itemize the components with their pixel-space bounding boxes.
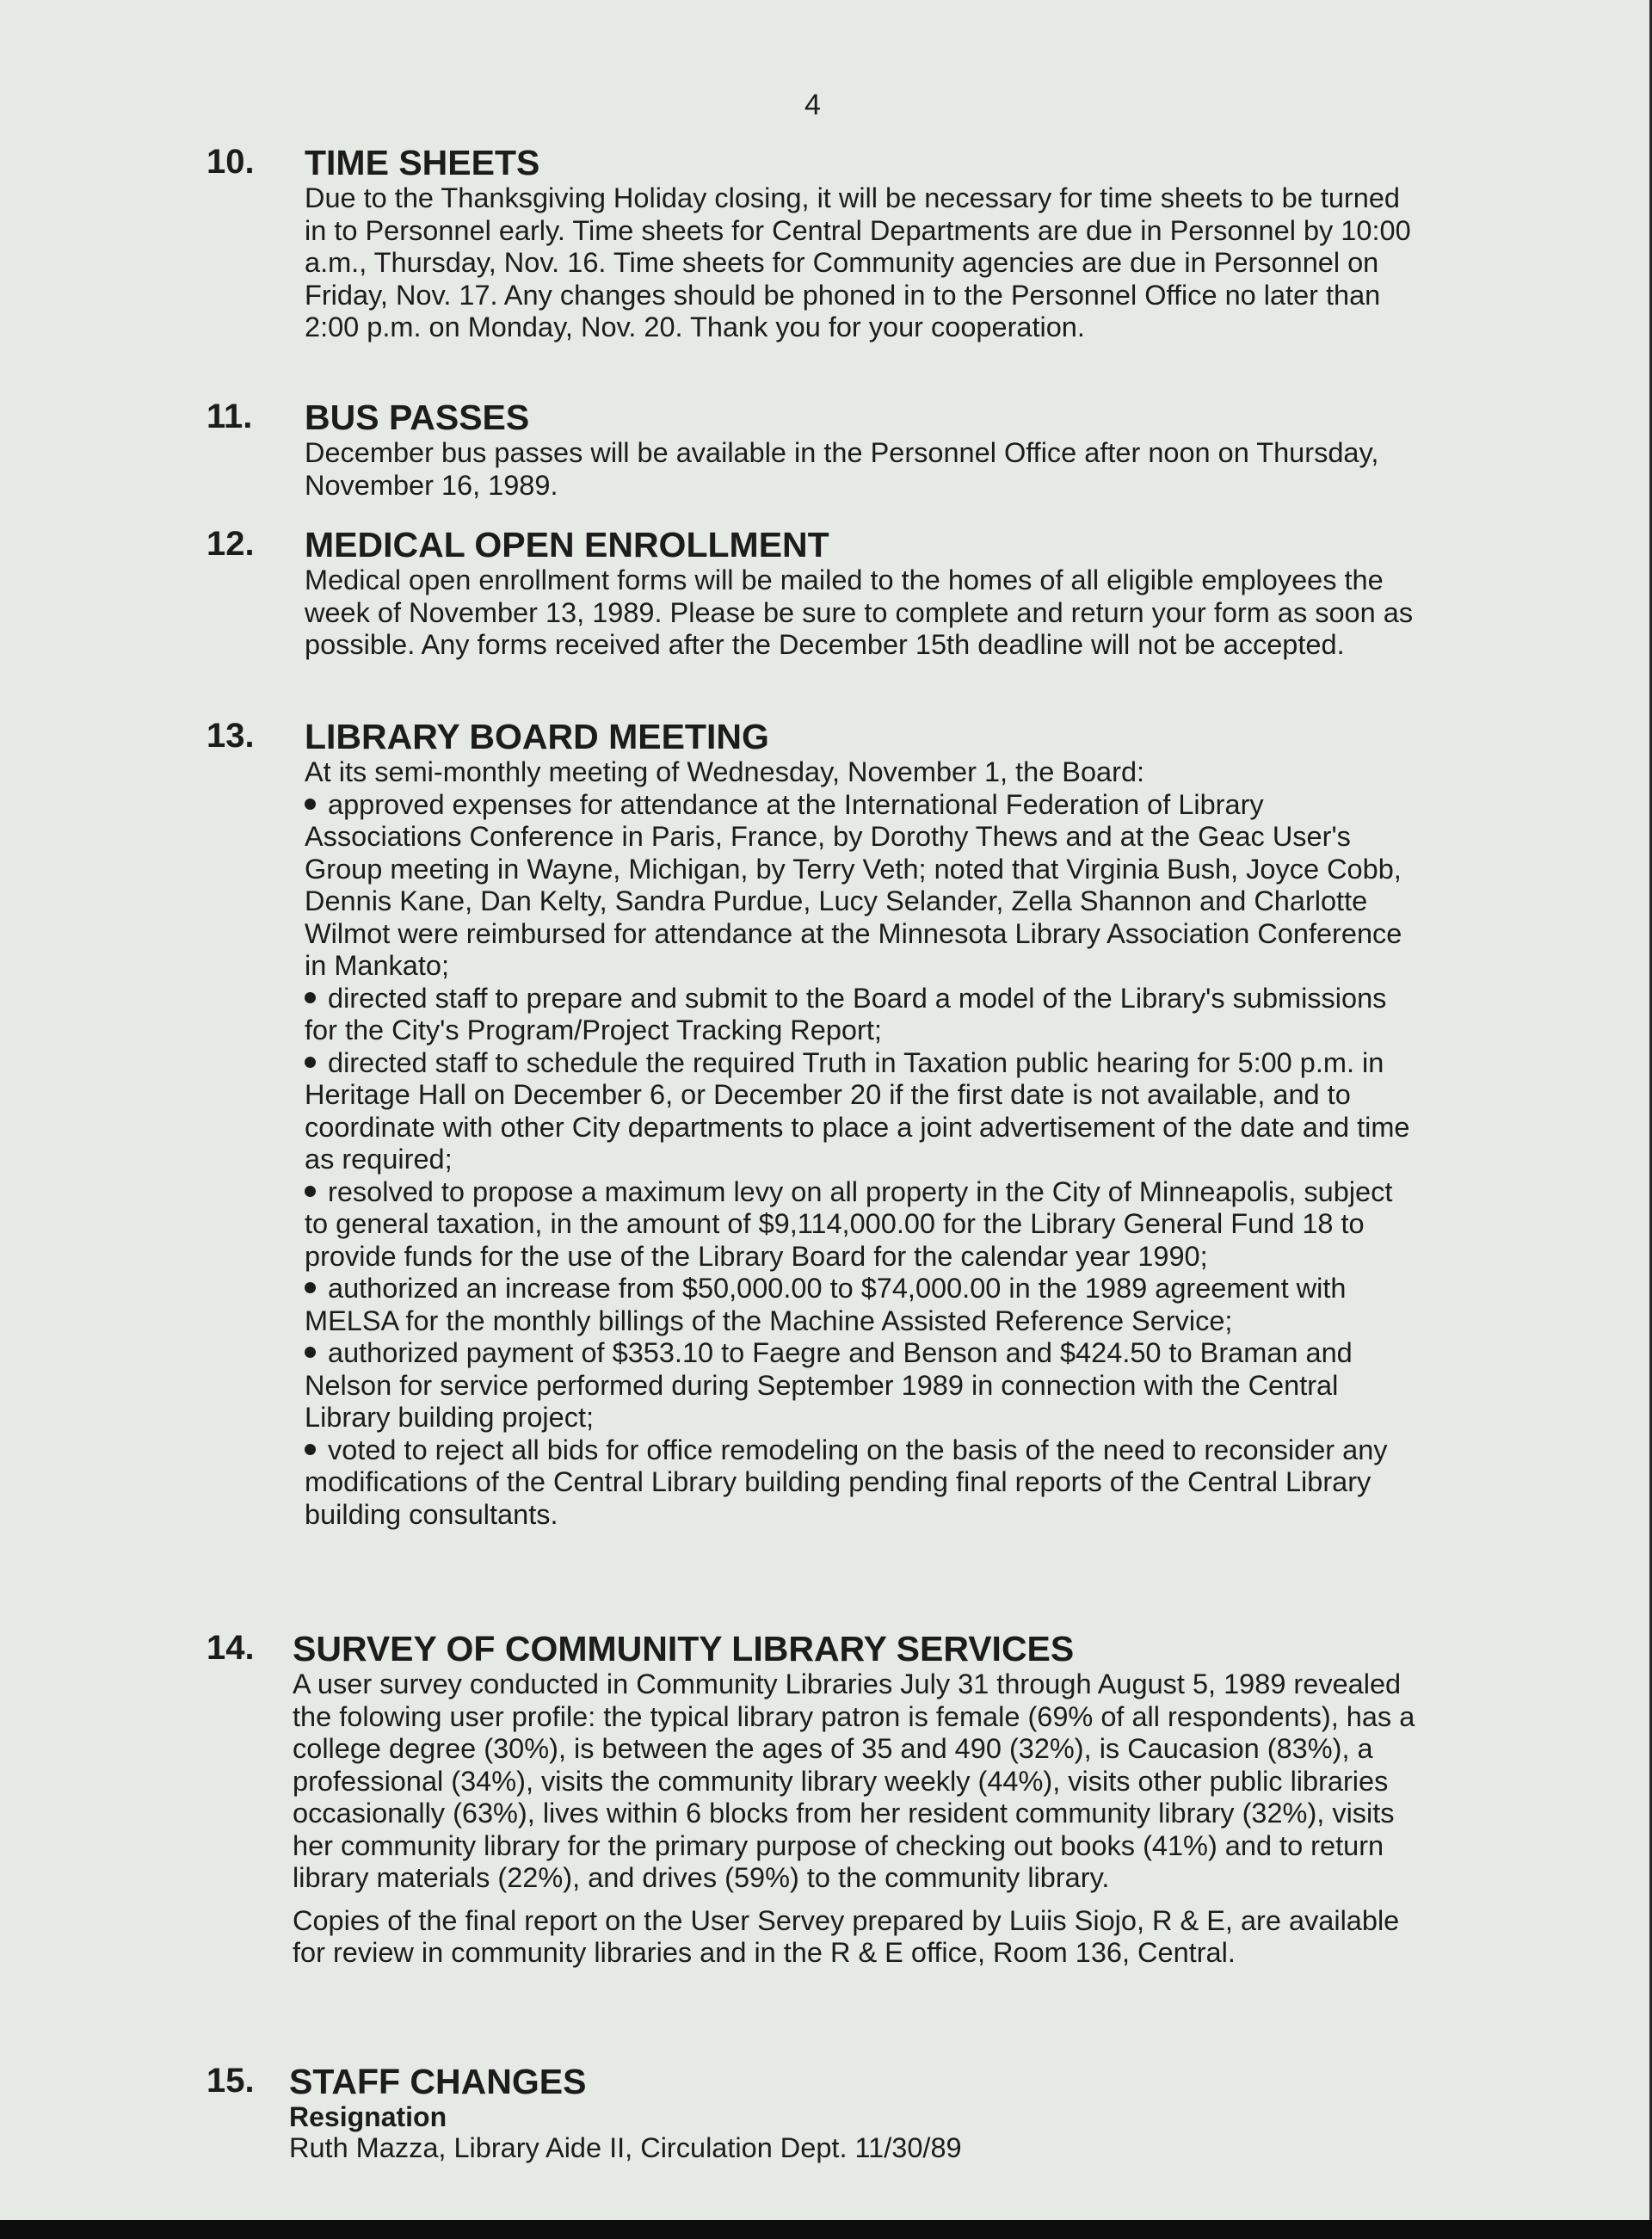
bullet-icon — [305, 1057, 316, 1068]
staff-entry: Ruth Mazza, Library Aide II, Circulation Dept. 11/30/89 — [289, 2132, 962, 2163]
section-body: Due to the Thanksgiving Holiday closing, it will be necessary for time sheets to be turned in to Personnel early. Time sheets for Central Departments are due in Personnel by 10:00 a.m., Thursday, Nov. 16. Time sheets for Community agencies are due in Personnel on Friday, Nov. 17. Any changes should be phoned in to the Personnel Office no later than 2:00 p.m. on Monday, Nov. 20. Thank you for your cooperation. — [305, 182, 1411, 342]
subheading: Resignation — [289, 2101, 447, 2132]
list-item: authorized payment of $353.10 to Faegre and Benson and $424.50 to Braman and Nelson for service performed during September 1989 in connection with the Central Library building project; — [305, 1337, 1353, 1433]
bullet-icon — [305, 1282, 316, 1293]
meeting-intro: At its semi-monthly meeting of Wednesday, November 1, the Board: — [305, 756, 1145, 787]
section-title: TIME SHEETS — [305, 143, 540, 182]
list-item: resolved to propose a maximum levy on all property in the City of Minneapolis, subject to general taxation, in the amount of $9,114,000.00 for the Library General Fund 18 to provide funds for the use of the Library Board for the calendar year 1990; — [305, 1175, 1393, 1272]
scan-edge-bottom — [0, 2220, 1652, 2239]
section-number: 13. — [206, 717, 255, 755]
bullet-icon — [305, 1347, 316, 1358]
section-survey — [206, 1629, 1420, 1970]
section-body: A user survey conducted in Community Libraries July 31 through August 5, 1989 revealed the folowing user profile: the typical library patron is female (69% of all respondents), has a college degree (30%), is between the ages of 35 and 490 (32%), is Caucasion (83%), a professional (34%), visits the community library weekly (44%), visits other public libraries occasionally (63%), lives within 6 blocks from her resident community library (32%), visits her community library for the primary purpose of checking out books (41%) and to return library materials (22%), and drives (59%) to the community library. — [293, 1668, 1415, 1893]
section-body: Medical open enrollment forms will be mailed to the homes of all eligible employees the week of November 13, 1989. Please be sure to complete and return your form as soon as possible. Any forms received after the December 15th deadline will not be accepted. — [305, 564, 1414, 660]
section-bus-passes — [206, 398, 1420, 502]
list-item: voted to reject all bids for office remodeling on the basis of the need to reconsider any modifications of the Central Library building pending final reports of the Central Library building consultants. — [305, 1434, 1388, 1530]
section-body: December bus passes will be available in the Personnel Office after noon on Thursday, November 16, 1989. — [305, 437, 1379, 501]
section-body-2: Copies of the final report on the User Servey prepared by Luiis Siojo, R & E, are available for review in community libraries and in the R & E office, Room 136, Central. — [293, 1904, 1400, 1968]
section-staff-changes — [206, 2062, 1420, 2165]
section-medical-enrollment — [206, 525, 1420, 662]
bullet-icon — [305, 992, 316, 1003]
section-title: LIBRARY BOARD MEETING — [305, 717, 769, 756]
section-title: BUS PASSES — [305, 398, 530, 437]
section-number: 14. — [206, 1629, 255, 1667]
section-title: MEDICAL OPEN ENROLLMENT — [305, 525, 829, 564]
section-library-board — [206, 717, 1420, 1531]
bullet-icon — [305, 1444, 316, 1455]
section-number: 11. — [206, 398, 253, 435]
section-number: 12. — [206, 525, 255, 563]
list-item: directed staff to prepare and submit to the Board a model of the Library's submissions for the City's Program/Project Tracking Report; — [305, 982, 1387, 1045]
bullet-icon — [305, 1186, 316, 1197]
list-item: directed staff to schedule the required Truth in Taxation public hearing for 5:00 p.m. in Heritage Hall on December 6, or December 20 if the first date is not available, and to coordinate with other City departments to place a joint advertisement of the date and time as required; — [305, 1046, 1410, 1175]
section-title: STAFF CHANGES — [289, 2062, 587, 2101]
section-number: 15. — [206, 2062, 255, 2100]
section-number: 10. — [206, 143, 255, 181]
section-time-sheets — [206, 143, 1420, 344]
section-title: SURVEY OF COMMUNITY LIBRARY SERVICES — [293, 1629, 1075, 1668]
page-number: 4 — [804, 89, 821, 121]
list-item: authorized an increase from $50,000.00 to $74,000.00 in the 1989 agreement with MELSA for the monthly billings of the Machine Assisted Reference Service; — [305, 1273, 1347, 1336]
bullet-icon — [305, 799, 316, 810]
list-item: approved expenses for attendance at the International Federation of Library Associations Conference in Paris, France, by Dorothy Thews and at the Geac User's Group meeting in Wayne, Michigan, by Terry Veth; noted that Virginia Bush, Joyce Cobb, Dennis Kane, Dan Kelty, Sandra Purdue, Lucy Selander, Zella Shannon and Charlotte Wilmot were reimbursed for attendance at the Minnesota Library Association Conference in Mankato; — [305, 788, 1402, 981]
